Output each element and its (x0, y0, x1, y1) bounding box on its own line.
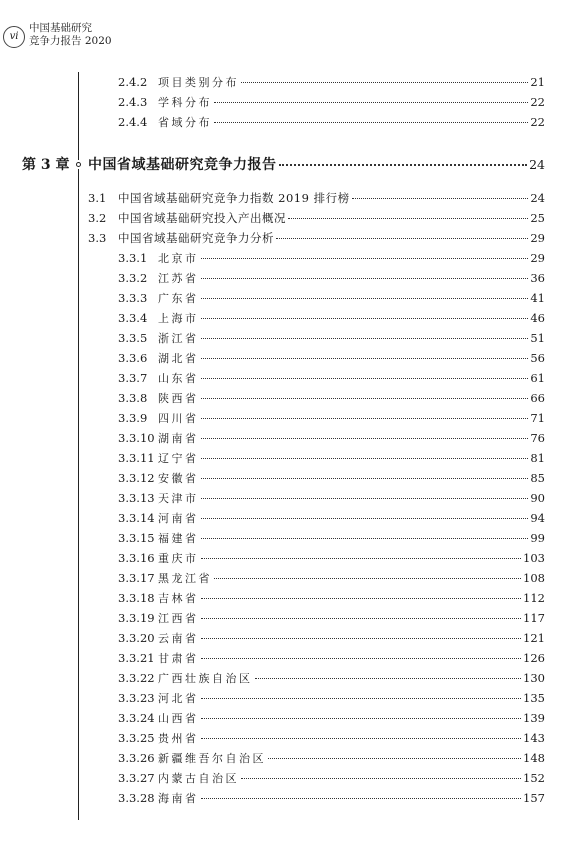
toc-entry[interactable] (118, 450, 545, 467)
toc-entry[interactable] (118, 410, 545, 427)
toc-entry[interactable] (118, 74, 545, 91)
entry-page: 29 (530, 251, 545, 265)
dot-leader (201, 298, 529, 299)
entry-title: 学科分布 (158, 96, 212, 109)
running-header (3, 22, 143, 56)
entry-number: 3.3.23 (118, 691, 155, 705)
entry-page: 94 (530, 511, 545, 525)
entry-title: 广东省 (158, 292, 199, 305)
toc-entry[interactable] (118, 114, 545, 131)
entry-title: 省域分布 (158, 116, 212, 129)
entry-number: 3.3.12 (118, 471, 155, 485)
entry-page: 56 (530, 351, 545, 365)
section-number: 3.2 (88, 211, 107, 225)
entry-number: 3.3.9 (118, 411, 148, 425)
dot-leader (201, 638, 522, 639)
toc-section[interactable] (88, 210, 545, 227)
dot-leader (201, 438, 529, 439)
entry-title: 项目类别分布 (158, 76, 239, 89)
entry-page: 152 (523, 771, 545, 785)
toc-entry[interactable] (118, 610, 545, 627)
dot-leader (201, 598, 522, 599)
toc-entry[interactable] (118, 710, 545, 727)
toc-entry[interactable] (118, 550, 545, 567)
entry-title: 河南省 (158, 512, 199, 525)
dot-leader (214, 102, 528, 103)
entry-page: 143 (523, 731, 545, 745)
toc-entry[interactable] (118, 250, 545, 267)
book-title-line1: 中国基础研究 (29, 22, 92, 34)
entry-title: 天津市 (158, 492, 199, 505)
toc-entry[interactable] (118, 330, 545, 347)
chapter-page: 24 (529, 157, 545, 172)
entry-number: 3.3.5 (118, 331, 148, 345)
entry-title: 陕西省 (158, 392, 199, 405)
entry-title: 黑龙江省 (158, 572, 212, 585)
dot-leader (201, 358, 529, 359)
entry-number: 3.3.2 (118, 271, 148, 285)
dot-leader (201, 418, 529, 419)
entry-title: 湖南省 (158, 432, 199, 445)
toc-entry[interactable] (118, 350, 545, 367)
toc-entry[interactable] (118, 690, 545, 707)
chapter-title: 中国省域基础研究竞争力报告 (88, 157, 277, 173)
entry-number: 3.3.28 (118, 791, 155, 805)
section-title: 中国省域基础研究投入产出概况 (118, 211, 286, 225)
entry-title: 河北省 (158, 692, 199, 705)
toc-entry[interactable] (118, 370, 545, 387)
toc-entry[interactable] (118, 470, 545, 487)
toc-entry[interactable] (118, 510, 545, 527)
dot-leader (201, 478, 529, 479)
entry-number: 3.3.24 (118, 711, 155, 725)
entry-title: 海南省 (158, 792, 199, 805)
dot-leader (241, 778, 521, 779)
dot-leader (201, 458, 529, 459)
entry-number: 3.3.7 (118, 371, 148, 385)
dot-leader (201, 798, 522, 799)
entry-number: 3.3.21 (118, 651, 155, 665)
entry-number: 3.3.19 (118, 611, 155, 625)
entry-title: 江西省 (158, 612, 199, 625)
entry-title: 吉林省 (158, 592, 199, 605)
entry-number: 3.3.15 (118, 531, 155, 545)
entry-title: 北京市 (158, 252, 199, 265)
dot-leader (201, 538, 529, 539)
toc-entry[interactable] (118, 670, 545, 687)
toc-entry[interactable] (118, 530, 545, 547)
toc-entry[interactable] (118, 650, 545, 667)
entry-title: 新疆维吾尔自治区 (158, 752, 266, 765)
toc-entry[interactable] (118, 390, 545, 407)
dot-leader (201, 658, 522, 659)
dot-leader (279, 164, 528, 166)
dot-leader (201, 258, 529, 259)
dot-leader (214, 122, 528, 123)
entry-number: 3.3.20 (118, 631, 155, 645)
dot-leader (201, 398, 529, 399)
entry-title: 贵州省 (158, 732, 199, 745)
dot-leader (201, 718, 522, 719)
entry-number: 3.3.14 (118, 511, 155, 525)
entry-page: 139 (523, 711, 545, 725)
entry-title: 广西壮族自治区 (158, 672, 253, 685)
entry-page: 51 (530, 331, 545, 345)
entry-title: 浙江省 (158, 332, 199, 345)
dot-leader (201, 558, 522, 559)
entry-page: 81 (530, 451, 545, 465)
entry-title: 湖北省 (158, 352, 199, 365)
toc-entry[interactable] (118, 790, 545, 807)
book-title (29, 22, 112, 48)
book-title-line2: 竞争力报告 2020 (29, 35, 112, 47)
chapter-heading[interactable] (22, 154, 545, 176)
dot-leader (201, 338, 529, 339)
entry-number: 3.3.16 (118, 551, 155, 565)
section-number: 3.3 (88, 231, 107, 245)
entry-title: 辽宁省 (158, 452, 199, 465)
section-page: 25 (530, 211, 545, 225)
entry-page: 61 (530, 371, 545, 385)
entry-number: 3.3.10 (118, 431, 155, 445)
entry-number: 3.3.1 (118, 251, 148, 265)
section-page: 24 (530, 191, 545, 205)
dot-leader (276, 238, 528, 239)
entry-page: 21 (530, 75, 545, 89)
entry-page: 22 (530, 95, 545, 109)
entry-title: 甘肃省 (158, 652, 199, 665)
toc-entry[interactable] (118, 270, 545, 287)
entry-number: 3.3.6 (118, 351, 148, 365)
entry-number: 3.3.18 (118, 591, 155, 605)
toc-entry[interactable] (118, 590, 545, 607)
entry-page: 76 (530, 431, 545, 445)
dot-leader (241, 82, 528, 83)
entry-page: 36 (530, 271, 545, 285)
toc-entry[interactable] (118, 310, 545, 327)
entry-page: 112 (523, 591, 545, 605)
entry-page: 41 (530, 291, 545, 305)
entry-number: 3.3.25 (118, 731, 155, 745)
entry-title: 四川省 (158, 412, 199, 425)
section-page: 29 (530, 231, 545, 245)
entry-page: 71 (530, 411, 545, 425)
entry-number: 2.4.4 (118, 115, 148, 129)
entry-page: 46 (530, 311, 545, 325)
dot-leader (201, 498, 529, 499)
dot-leader (201, 738, 522, 739)
toc-section[interactable] (88, 230, 545, 247)
entry-number: 3.3.17 (118, 571, 155, 585)
toc-entry[interactable] (118, 570, 545, 587)
entry-number: 2.4.2 (118, 75, 148, 89)
entry-title: 福建省 (158, 532, 199, 545)
section-number: 3.1 (88, 191, 107, 205)
toc-entry[interactable] (118, 94, 545, 111)
dot-leader (201, 698, 522, 699)
entry-title: 云南省 (158, 632, 199, 645)
entry-number: 3.3.26 (118, 751, 155, 765)
toc-entry[interactable] (118, 770, 545, 787)
toc-entry[interactable] (118, 430, 545, 447)
chapter-number: 第 3 章 (22, 157, 70, 173)
dot-leader (352, 198, 529, 199)
entry-title: 重庆市 (158, 552, 199, 565)
page-number-badge: vi (3, 26, 25, 48)
entry-page: 157 (523, 791, 545, 805)
entry-title: 上海市 (158, 312, 199, 325)
entry-title: 安徽省 (158, 472, 199, 485)
entry-number: 2.4.3 (118, 95, 148, 109)
vertical-rule (78, 72, 79, 820)
dot-leader (255, 678, 522, 679)
entry-number: 3.3.22 (118, 671, 155, 685)
entry-title: 内蒙古自治区 (158, 772, 239, 785)
entry-page: 130 (523, 671, 545, 685)
entry-page: 135 (523, 691, 545, 705)
entry-number: 3.3.11 (118, 451, 155, 465)
entry-number: 3.3.8 (118, 391, 148, 405)
toc-entry[interactable] (118, 290, 545, 307)
toc-entry[interactable] (118, 730, 545, 747)
entry-page: 108 (523, 571, 545, 585)
dot-leader (201, 278, 529, 279)
entry-title: 山西省 (158, 712, 199, 725)
section-title: 中国省域基础研究竞争力分析 (118, 231, 274, 245)
section-title: 中国省域基础研究竞争力指数 2019 排行榜 (118, 191, 350, 205)
toc-entry[interactable] (118, 490, 545, 507)
dot-leader (201, 378, 529, 379)
entry-page: 99 (530, 531, 545, 545)
entry-number: 3.3.27 (118, 771, 155, 785)
entry-page: 66 (530, 391, 545, 405)
toc-section[interactable] (88, 190, 545, 207)
dot-leader (288, 218, 528, 219)
dot-leader (201, 318, 529, 319)
dot-leader (214, 578, 521, 579)
entry-page: 90 (530, 491, 545, 505)
entry-page: 126 (523, 651, 545, 665)
entry-page: 117 (523, 611, 545, 625)
dot-leader (201, 618, 522, 619)
toc-entry[interactable] (118, 750, 545, 767)
dot-leader (268, 758, 521, 759)
entry-title: 江苏省 (158, 272, 199, 285)
dot-leader (201, 518, 529, 519)
entry-number: 3.3.13 (118, 491, 155, 505)
entry-page: 148 (523, 751, 545, 765)
entry-number: 3.3.4 (118, 311, 148, 325)
entry-title: 山东省 (158, 372, 199, 385)
toc-entry[interactable] (118, 630, 545, 647)
entry-number: 3.3.3 (118, 291, 148, 305)
entry-page: 85 (530, 471, 545, 485)
entry-page: 103 (523, 551, 545, 565)
entry-page: 121 (523, 631, 545, 645)
entry-page: 22 (530, 115, 545, 129)
